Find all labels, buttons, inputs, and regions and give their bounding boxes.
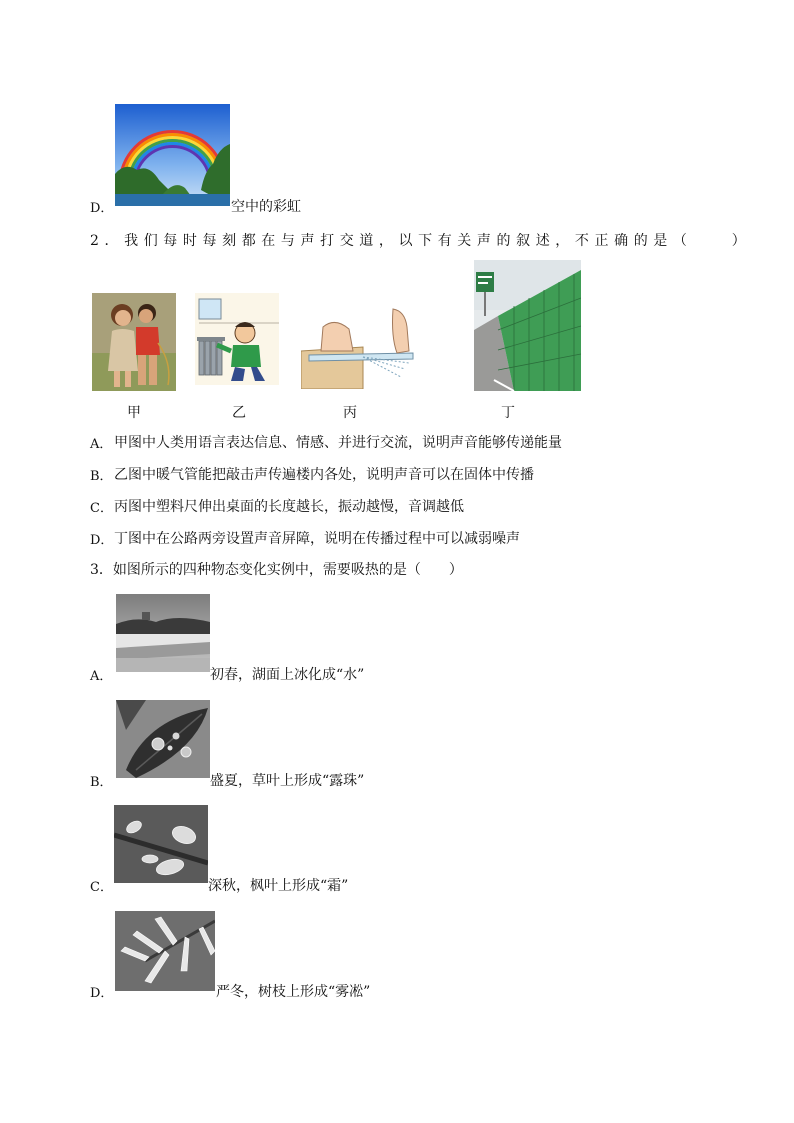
q3-option-d-text: 严冬，树枝上形成“雾凇” xyxy=(216,984,371,1000)
figure-label-yi: 乙 xyxy=(232,405,246,421)
q3-option-b-text: 盛夏，草叶上形成“露珠” xyxy=(210,773,365,789)
q3-option-c-text: 深秋，枫叶上形成“霜” xyxy=(208,878,349,894)
lake-ice-image xyxy=(116,594,210,672)
q1-option-d-letter: D． xyxy=(90,201,114,216)
q2-option-d-text: 丁图中在公路两旁设置声音屏障，说明在传播过程中可以减弱噪声 xyxy=(114,531,520,547)
q2-option-b-letter: B． xyxy=(90,469,113,484)
q2-option-a-text: 甲图中人类用语言表达信息、情感、并进行交流，说明声音能够传递能量 xyxy=(114,435,562,451)
q2-option-d-letter: D． xyxy=(90,533,114,548)
children-talking-image xyxy=(92,293,176,391)
q3-option-a-text: 初春，湖面上冰化成“水” xyxy=(210,667,365,683)
radiator-knocking-image xyxy=(195,293,279,385)
figure-label-jia: 甲 xyxy=(127,405,141,421)
q3-option-a-letter: A． xyxy=(90,669,113,684)
q2-option-c-letter: C． xyxy=(90,501,113,516)
sound-barrier-image xyxy=(474,260,581,391)
dew-leaf-image xyxy=(116,700,210,778)
figure-label-ding: 丁 xyxy=(501,405,515,421)
frost-leaf-image xyxy=(114,805,208,883)
q1-option-d-text: 空中的彩虹 xyxy=(231,199,301,215)
q3-option-b-letter: B． xyxy=(90,775,113,790)
rainbow-image xyxy=(115,104,230,206)
q2-option-a-letter: A． xyxy=(90,437,113,452)
ruler-vibration-image xyxy=(301,307,419,389)
q2-title: 2．我们每时每刻都在与声打交道，以下有关声的叙述，不正确的是（ ） xyxy=(90,233,752,249)
q2-option-b-text: 乙图中暖气管能把敲击声传遍楼内各处，说明声音可以在固体中传播 xyxy=(114,467,534,483)
q3-option-c-letter: C． xyxy=(90,880,113,895)
q3-option-d-letter: D． xyxy=(90,986,114,1001)
q3-title: 3．如图所示的四种物态变化实例中，需要吸热的是（ ） xyxy=(90,562,463,578)
figure-label-bing: 丙 xyxy=(343,405,357,421)
q2-option-c-text: 丙图中塑料尺伸出桌面的长度越长，振动越慢，音调越低 xyxy=(114,499,464,515)
rime-branch-image xyxy=(115,911,215,991)
